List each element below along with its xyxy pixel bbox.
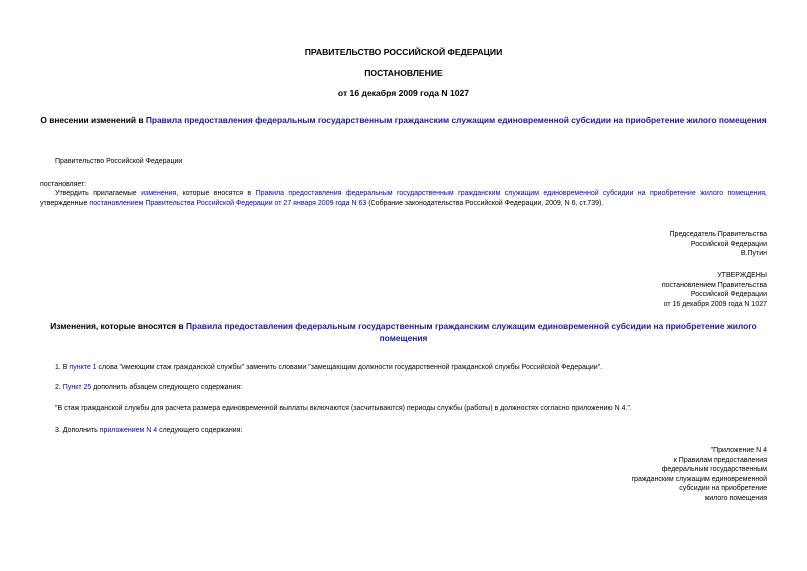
signature-name: В.Путин	[740, 250, 767, 257]
item-3-text-a: 3. Дополнить	[55, 427, 100, 434]
item-2-text-a: 2.	[55, 384, 63, 391]
signature-block	[670, 230, 767, 259]
changes-title-rules-link[interactable]: Правила предоставления федеральным государственным гражданским служащим единовременной субсидии на приобретение жилого помещения	[186, 321, 757, 343]
changes-title	[40, 321, 767, 344]
changes-link[interactable]: изменения	[141, 190, 177, 197]
approved-country: Российской Федерации	[690, 291, 767, 298]
item-1-text-a: 1. В	[55, 364, 70, 371]
item-1-link[interactable]: пункте 1	[69, 364, 97, 371]
signature-title: Председатель Правительства	[669, 231, 767, 238]
approved-label: УТВЕРЖДЕНЫ	[717, 272, 767, 279]
appendix-line-4: гражданским служащим единовременной	[631, 475, 767, 483]
approved-by: постановлением Правительства	[661, 281, 767, 289]
item-3-text-b: следующего содержания:	[157, 427, 243, 434]
appendix-block	[632, 446, 768, 503]
appendix-line-5: субсидии на приобретение	[679, 485, 767, 492]
resolution-paragraph	[40, 189, 767, 208]
item-2-text-b: дополнить абзацем следующего содержания:	[91, 384, 243, 391]
item-3-link[interactable]: приложением N 4	[99, 427, 158, 434]
document-title	[40, 115, 767, 127]
government-heading: ПРАВИТЕЛЬСТВО РОССИЙСКОЙ ФЕДЕРАЦИИ	[304, 47, 503, 57]
document-date: от 16 декабря 2009 года N 1027	[337, 88, 470, 98]
item-2-quote: "В стаж гражданской службы для расчета размера единовременной выплаты включаются (засчитываются) периоды службы (работы) в должностях согласно приложению N 4.".	[55, 405, 632, 412]
p1-text-c: , утвержденные	[40, 190, 767, 207]
appendix-line-1: "Приложение N 4	[710, 447, 767, 454]
decrees-line: постановляет:	[40, 181, 87, 188]
appendix-line-3: федеральным государственным	[661, 466, 767, 473]
p1-text-b: , которые вносятся в	[176, 190, 256, 197]
document-type: ПОСТАНОВЛЕНИЕ	[364, 68, 443, 78]
title-prefix: О внесении изменений в	[40, 115, 146, 125]
decree-63-link[interactable]: постановлением Правительства Российской Федерации от 27 января 2009 года N 63	[89, 199, 367, 207]
p1-text-a: Утвердить прилагаемые	[55, 190, 142, 197]
item-2-link[interactable]: Пункт 25	[62, 384, 92, 391]
item-2	[55, 383, 242, 393]
appendix-line-6: жилого помещения	[704, 494, 767, 502]
government-line: Правительство Российской Федерации	[55, 158, 183, 165]
item-3	[55, 426, 242, 436]
appendix-line-2: к Правилам предоставления	[673, 456, 767, 464]
rules-link[interactable]: Правила предоставления федеральным государственным гражданским служащим единовременной субсидии на приобретение жилого помещения	[255, 190, 766, 197]
signature-country: Российской Федерации	[690, 240, 767, 248]
approved-block	[662, 271, 767, 309]
approved-date: от 16 декабря 2009 года N 1027	[663, 300, 767, 308]
item-1-text-b: слова "имеющим стаж гражданской службы" заменить словами "замещающим должности государственной гражданской службы Российской Федерации".	[96, 364, 603, 371]
p1-text-d: (Собрание законодательства Российской Федерации, 2009, N 6, ст.739).	[366, 199, 604, 207]
item-1	[55, 363, 602, 373]
title-rules-link[interactable]: Правила предоставления федеральным государственным гражданским служащим единовременной субсидии на приобретение жилого помещения	[145, 115, 767, 125]
changes-title-prefix: Изменения, которые вносятся в	[50, 321, 186, 331]
